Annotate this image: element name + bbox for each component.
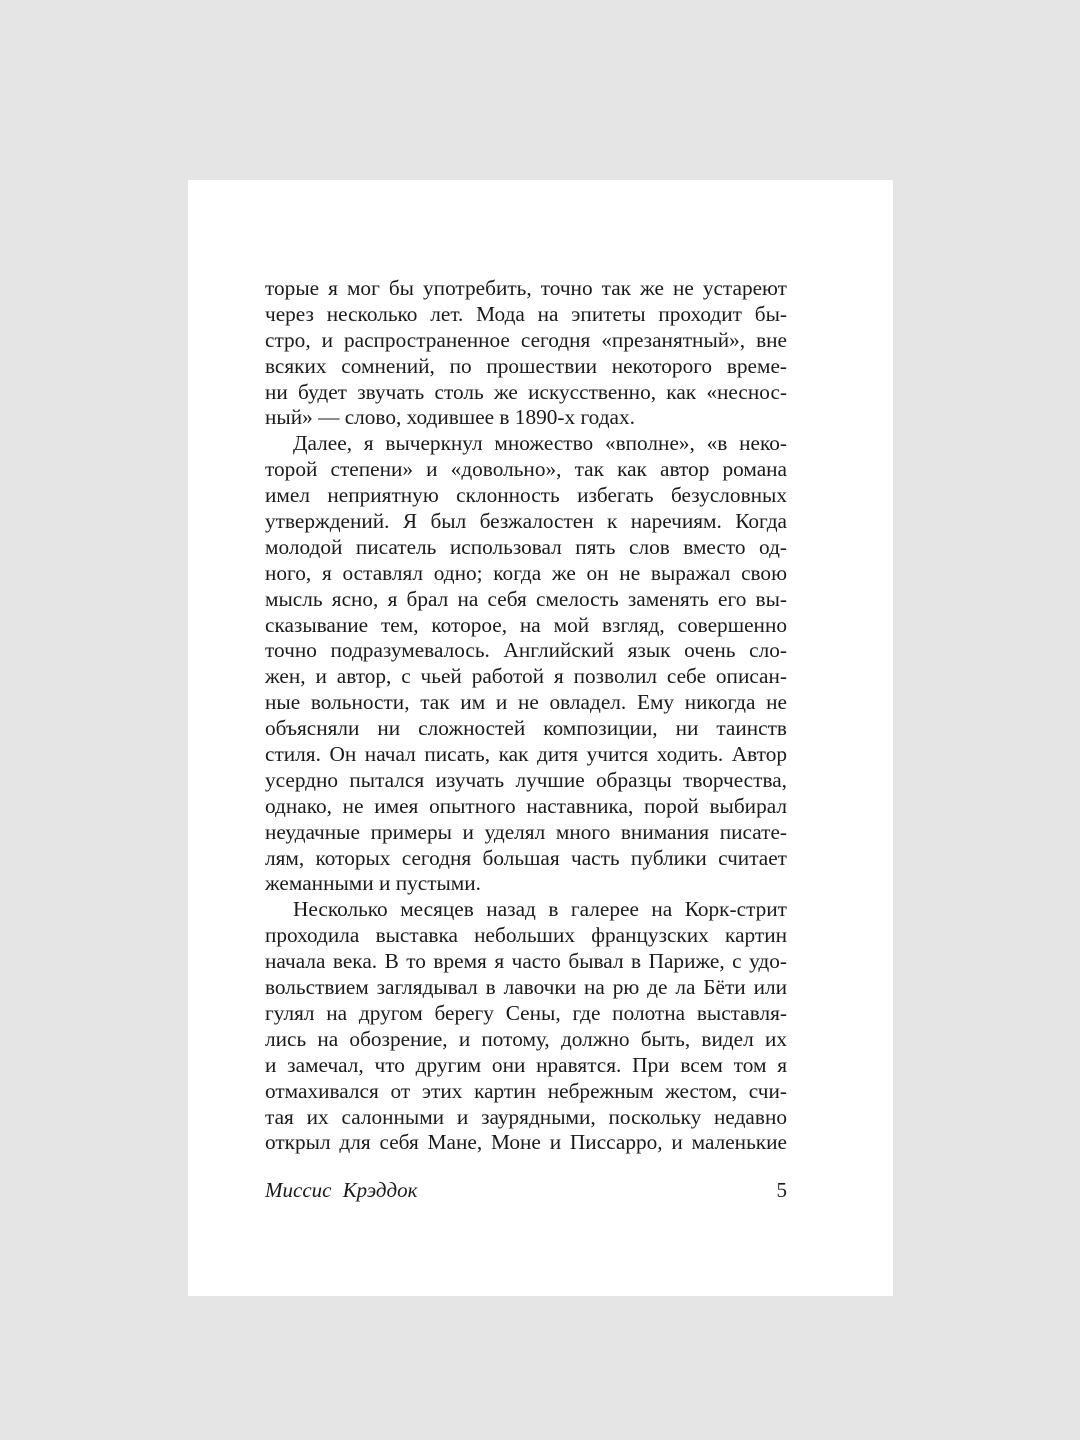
text-line: усердно пытался изучать лучшие образцы творчества, bbox=[265, 767, 787, 792]
text-line: точно подразумевалось. Английский язык очень сло- bbox=[265, 638, 787, 663]
text-line: отмахивался от этих картин небрежным жестом, счи- bbox=[265, 1078, 787, 1103]
text-line: мысль ясно, я брал на себя смелость заменять его вы- bbox=[265, 586, 787, 611]
text-line: открыл для себя Мане, Моне и Писсарро, и маленькие bbox=[265, 1130, 787, 1155]
body-text bbox=[265, 276, 787, 1156]
text-line: ные вольности, так им и не овладел. Ему никогда не bbox=[265, 690, 787, 715]
text-line: однако, не имея опытного наставника, порой выбирал bbox=[265, 793, 787, 818]
text-line: гулял на другом берегу Сены, где полотна выставля- bbox=[265, 1000, 787, 1025]
text-line: проходила выставка небольших французских картин bbox=[265, 923, 787, 948]
running-title: Миссис Крэддок bbox=[265, 1178, 418, 1202]
text-line: объясняли ни сложностей композиции, ни таинств bbox=[265, 716, 787, 741]
paragraph-start-line: Далее, я вычеркнул множество «вполне», «в неко- bbox=[293, 431, 787, 456]
text-line: начала века. В то время я часто бывал в Париже, с удо- bbox=[265, 949, 787, 974]
text-line: и замечал, что другим они нравятся. При всем том я bbox=[265, 1052, 787, 1077]
text-line: молодой писатель использовал пять слов вместо од- bbox=[265, 534, 787, 559]
text-line: жеманными и пустыми. bbox=[265, 871, 482, 896]
book-page bbox=[188, 180, 893, 1296]
text-line: утверждений. Я был безжалостен к наречиям. Когда bbox=[265, 509, 787, 534]
text-line: через несколько лет. Мода на эпитеты проходит бы- bbox=[265, 301, 787, 326]
text-line: стро, и распространенное сегодня «презанятный», вне bbox=[265, 327, 787, 352]
text-line: вольствием заглядывал в лавочки на рю де ла Бёти или bbox=[265, 975, 787, 1000]
text-line: ный» — слово, ходившее в 1890-х годах. bbox=[265, 405, 635, 430]
page-number: 5 bbox=[776, 1178, 787, 1202]
text-line: всяких сомнений, по прошествии некоторого време- bbox=[265, 353, 787, 378]
text-line: тая их салонными и заурядными, поскольку недавно bbox=[265, 1104, 787, 1129]
text-line: сказывание тем, которое, на мой взгляд, совершенно bbox=[265, 612, 787, 637]
text-line: имел неприятную склонность избегать безусловных bbox=[265, 483, 787, 508]
text-line: лись на обозрение, и потому, должно быть, видел их bbox=[265, 1026, 787, 1051]
text-line: стиля. Он начал писать, как дитя учится ходить. Автор bbox=[265, 742, 787, 767]
paragraph-start-line: Несколько месяцев назад в галерее на Корк-стрит bbox=[293, 897, 787, 922]
text-line: торой степени» и «довольно», так как автор романа bbox=[265, 457, 787, 482]
text-line: ни будет звучать столь же искусственно, как «неснос- bbox=[265, 379, 787, 404]
text-line: торые я мог бы употребить, точно так же не устареют bbox=[265, 276, 787, 300]
text-line: лям, которых сегодня большая часть публики считает bbox=[265, 845, 787, 870]
text-line: ного, я оставлял одно; когда же он не выражал свою bbox=[265, 560, 787, 585]
text-line: жен, и автор, с чьей работой я позволил себе описан- bbox=[265, 664, 787, 689]
text-line: неудачные примеры и уделял много внимания писате- bbox=[265, 819, 787, 844]
